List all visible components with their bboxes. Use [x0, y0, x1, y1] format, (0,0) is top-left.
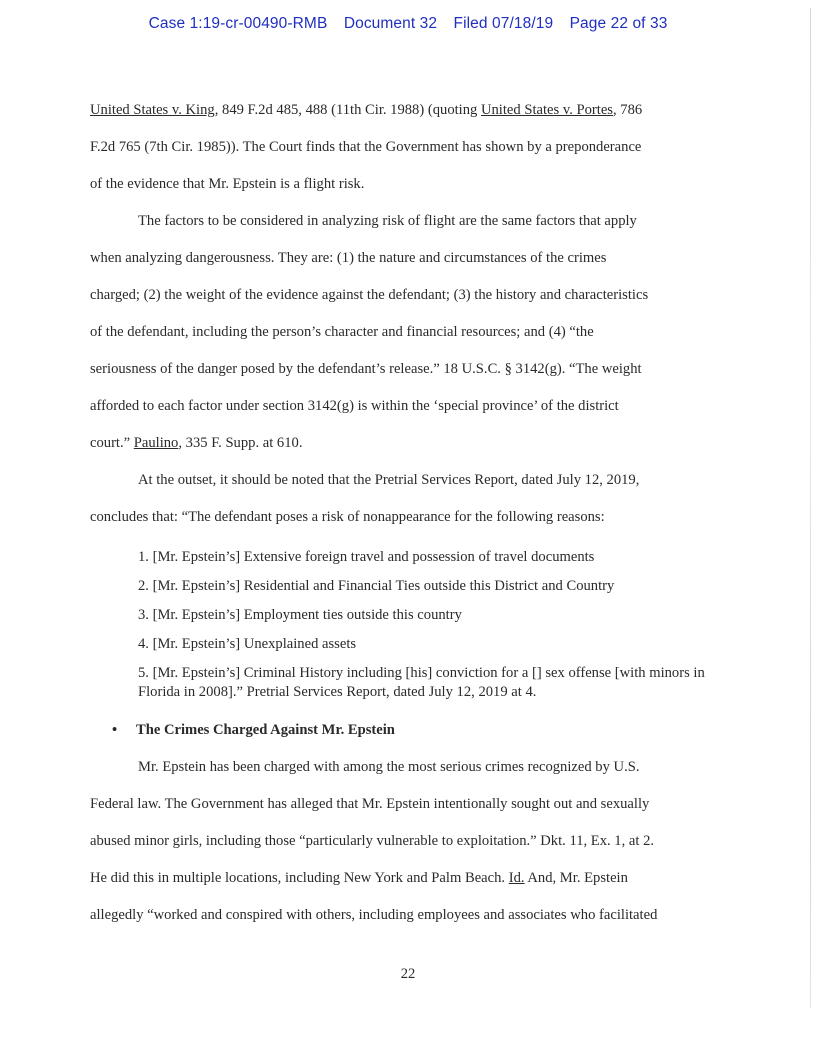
ecf-header — [0, 15, 816, 33]
text-run: abused minor girls, including those “particularly vulnerable to exploitation.” Dkt. 11, Ex. 1, at 2. — [90, 833, 655, 849]
list-item: 5. [Mr. Epstein’s] Criminal History including [his] conviction for a [] sex offense [with minors in Florida in 2008].” Pretrial Services Report, dated July 12, 2019 at 4. — [138, 665, 705, 700]
case-citation-portes: United States v. Portes — [480, 102, 613, 118]
text-run: court.” — [90, 435, 134, 451]
paragraph-crimes-charged — [90, 749, 714, 934]
case-number: Case 1:19-cr-00490-RMB — [148, 15, 328, 32]
text-run: And, Mr. Epstein — [524, 870, 628, 886]
paragraph-factors — [90, 203, 714, 462]
text-run: Mr. Epstein has been charged with among the most serious crimes recognized by U.S. — [138, 759, 640, 775]
text-run: F.2d 765 (7th Cir. 1985)). The Court finds that the Government has shown by a preponderance — [90, 139, 642, 155]
text-run: , 849 F.2d 485, 488 (11th Cir. 1988) (quoting — [214, 102, 481, 118]
list-item: 4. [Mr. Epstein’s] Unexplained assets — [138, 636, 357, 652]
text-run: when analyzing dangerousness. They are: (1) the nature and circumstances of the crimes — [90, 250, 607, 266]
document-body — [90, 92, 714, 934]
text-run: At the outset, it should be noted that the Pretrial Services Report, dated July 12, 2019, — [138, 472, 640, 488]
reasons-list — [90, 548, 714, 702]
text-run: He did this in multiple locations, including New York and Palm Beach. — [90, 870, 509, 886]
text-run: Federal law. The Government has alleged that Mr. Epstein intentionally sought out and sexually — [90, 796, 650, 812]
bullet-icon: • — [112, 722, 118, 738]
citation-id: Id. — [508, 870, 525, 886]
text-run: of the evidence that Mr. Epstein is a flight risk. — [90, 176, 365, 192]
text-run: , 335 F. Supp. at 610. — [178, 435, 303, 451]
case-citation-king: United States v. King — [90, 102, 215, 118]
text-run: of the defendant, including the person’s character and financial resources; and (4) “the — [90, 324, 594, 340]
list-item: 2. [Mr. Epstein’s] Residential and Financial Ties outside this District and Country — [138, 578, 615, 594]
paragraph-pretrial-report — [90, 462, 714, 536]
text-run: concludes that: “The defendant poses a risk of nonappearance for the following reasons: — [90, 509, 605, 525]
filed-date: Filed 07/18/19 — [453, 15, 554, 32]
text-run: , 786 — [612, 102, 643, 118]
document-number: Document 32 — [343, 15, 438, 32]
list-item: 1. [Mr. Epstein’s] Extensive foreign travel and possession of travel documents — [138, 549, 595, 565]
text-run: The factors to be considered in analyzing risk of flight are the same factors that apply — [138, 213, 637, 229]
text-run: seriousness of the danger posed by the defendant’s release.” 18 U.S.C. § 3142(g). “The weight — [90, 361, 642, 377]
text-run: allegedly “worked and conspired with others, including employees and associates who facilitated — [90, 907, 658, 923]
case-citation-paulino: Paulino — [133, 435, 179, 451]
page-number: 22 — [400, 966, 416, 982]
section-heading — [90, 712, 714, 749]
text-run: charged; (2) the weight of the evidence against the defendant; (3) the history and characteristics — [90, 287, 649, 303]
list-item: 3. [Mr. Epstein’s] Employment ties outside this country — [138, 607, 462, 623]
page-of-pages: Page 22 of 33 — [569, 15, 668, 32]
scan-edge-line — [810, 8, 811, 1008]
text-run: afforded to each factor under section 3142(g) is within the ‘special province’ of the district — [90, 398, 619, 414]
paragraph-king-citation — [90, 92, 714, 203]
section-heading-text: The Crimes Charged Against Mr. Epstein — [136, 722, 395, 738]
